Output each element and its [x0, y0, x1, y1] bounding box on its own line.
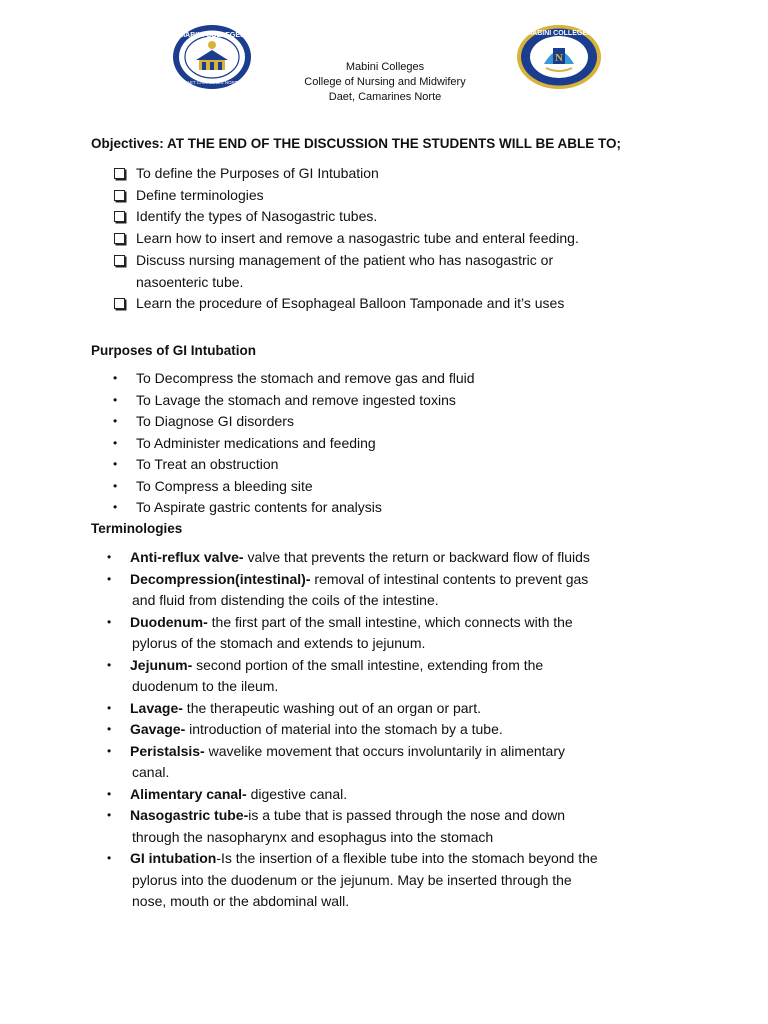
purpose-text: To Lavage the stomach and remove ingested toxins: [136, 391, 456, 408]
purpose-text: To Decompress the stomach and remove gas and fluid: [136, 370, 475, 386]
purpose-item: [113, 433, 475, 455]
terminology-item: [107, 569, 598, 612]
checkbox-bullet-icon: [114, 233, 125, 244]
term-definition: wavelike movement that occurs involuntarily in alimentary: [204, 742, 565, 759]
term-label: Peristalsis-: [130, 742, 205, 759]
term-label: Jejunum-: [130, 656, 193, 673]
purpose-item: [113, 476, 475, 498]
objective-text: Learn the procedure of Esophageal Balloon Tamponade and it’s uses: [136, 295, 565, 312]
term-definition: the first part of the small intestine, which connects with the: [207, 613, 573, 630]
objective-text: Discuss nursing management of the patient who has nasogastric or: [136, 251, 554, 268]
objective-item: [112, 163, 579, 185]
term-definition-continued: canal.: [132, 764, 170, 780]
term-label: Alimentary canal-: [130, 785, 247, 802]
objective-text: Identify the types of Nasogastric tubes.: [136, 208, 378, 225]
objective-item: [112, 228, 579, 250]
terminology-item: [107, 655, 598, 698]
term-definition-continued: through the nasopharynx and esophagus into the stomach: [132, 828, 494, 845]
purpose-text: To Treat an obstruction: [136, 456, 279, 472]
purpose-text: To Administer medications and feeding: [136, 434, 376, 451]
objective-text: Learn how to insert and remove a nasogastric tube and enteral feeding.: [136, 230, 579, 247]
terminology-item: [107, 805, 598, 848]
purposes-list: [113, 368, 475, 519]
term-label: Lavage-: [130, 699, 183, 716]
objective-text: Define terminologies: [136, 186, 264, 203]
objective-text-continued: nasoenteric tube.: [136, 273, 244, 290]
bullet-icon: •: [113, 500, 118, 514]
bullet-icon: •: [113, 371, 118, 385]
term-label: Gavage-: [130, 721, 186, 737]
bullet-icon: •: [113, 414, 118, 428]
objective-item: [112, 185, 579, 207]
terminologies-list: [107, 547, 598, 913]
objective-item: [112, 293, 579, 315]
header-location: Daet, Camarines Norte: [328, 91, 442, 103]
checkbox-bullet-icon: [114, 255, 125, 266]
objective-text: To define the Purposes of GI Intubation: [136, 165, 379, 181]
checkbox-bullet-icon: [114, 211, 125, 222]
checkbox-bullet-icon: [114, 168, 125, 179]
term-label: Decompression(intestinal)-: [130, 570, 311, 587]
header-department: College of Nursing and Midwifery: [304, 76, 466, 88]
objective-item: [112, 250, 579, 293]
document-header: [250, 60, 520, 105]
purpose-item: [113, 411, 475, 433]
checkbox-bullet-icon: [114, 190, 125, 201]
header-college-name: Mabini Colleges: [345, 61, 425, 73]
logo-left-text: MABINI COLLEGES: [179, 32, 245, 39]
purpose-item: [113, 368, 475, 390]
term-label: Duodenum-: [130, 613, 208, 630]
purposes-heading: Purposes of GI Intubation: [91, 343, 256, 358]
logo-left-subtext: DAET CAMARINES NORTE: [183, 80, 241, 85]
purpose-item: [113, 390, 475, 412]
purpose-text: To Aspirate gastric contents for analysis: [136, 499, 382, 515]
term-definition-continued: pylorus into the duodenum or the jejunum. May be inserted through the: [132, 871, 572, 888]
purpose-item: [113, 454, 475, 476]
terminologies-heading: Terminologies: [91, 521, 183, 536]
term-definition: is a tube that is passed through the nose and down: [248, 807, 566, 823]
objectives-title: Objectives: AT THE END OF THE DISCUSSION THE STUDENTS WILL BE ABLE TO;: [91, 136, 622, 151]
term-definition-continued: nose, mouth or the abdominal wall.: [132, 893, 350, 909]
purpose-text: To Diagnose GI disorders: [136, 413, 294, 429]
term-definition: the therapeutic washing out of an organ or part.: [182, 699, 482, 716]
objective-item: [112, 206, 579, 228]
bullet-icon: •: [113, 392, 118, 407]
terminology-item: [107, 719, 598, 741]
term-definition: digestive canal.: [246, 785, 348, 802]
purpose-item: [113, 497, 475, 519]
term-definition-continued: and fluid from distending the coils of the intestine.: [132, 592, 439, 608]
term-label: GI intubation: [130, 850, 217, 866]
bullet-icon: •: [107, 722, 112, 736]
objectives-list: [112, 163, 579, 315]
term-definition: removal of intestinal contents to prevent gas: [310, 570, 589, 587]
svg-text:N: N: [555, 52, 563, 64]
terminology-item: [107, 698, 598, 720]
logo-right-text: MABINI COLLEGES: [526, 30, 592, 37]
terminology-item: [107, 848, 598, 913]
bullet-icon: •: [107, 786, 112, 801]
bullet-icon: •: [107, 571, 112, 586]
mabini-colleges-seal-left-icon: [172, 24, 252, 90]
term-definition: second portion of the small intestine, extending from the: [192, 656, 544, 673]
terminology-item: [107, 784, 598, 806]
term-definition-continued: pylorus of the stomach and extends to jejunum.: [132, 635, 426, 651]
checkbox-bullet-icon: [114, 298, 125, 309]
term-definition: -Is the insertion of a flexible tube into the stomach beyond the: [216, 850, 598, 866]
term-definition: valve that prevents the return or backward flow of fluids: [243, 549, 590, 565]
mabini-colleges-seal-right-icon: [516, 24, 602, 90]
bullet-icon: •: [107, 808, 112, 822]
term-definition-continued: duodenum to the ileum.: [132, 678, 279, 694]
bullet-icon: •: [107, 700, 112, 715]
bullet-icon: •: [107, 851, 112, 865]
bullet-icon: •: [107, 743, 112, 758]
terminology-item: [107, 741, 598, 784]
term-definition: introduction of material into the stomach by a tube.: [185, 721, 503, 737]
bullet-icon: •: [107, 614, 112, 629]
term-label: Nasogastric tube-: [130, 807, 249, 823]
purpose-text: To Compress a bleeding site: [136, 477, 313, 494]
bullet-icon: •: [113, 457, 118, 471]
bullet-icon: •: [107, 657, 112, 672]
terminology-item: [107, 547, 598, 569]
terminology-item: [107, 612, 598, 655]
bullet-icon: •: [113, 435, 118, 450]
bullet-icon: •: [107, 550, 112, 564]
bullet-icon: •: [113, 478, 118, 493]
term-label: Anti-reflux valve-: [130, 549, 244, 565]
